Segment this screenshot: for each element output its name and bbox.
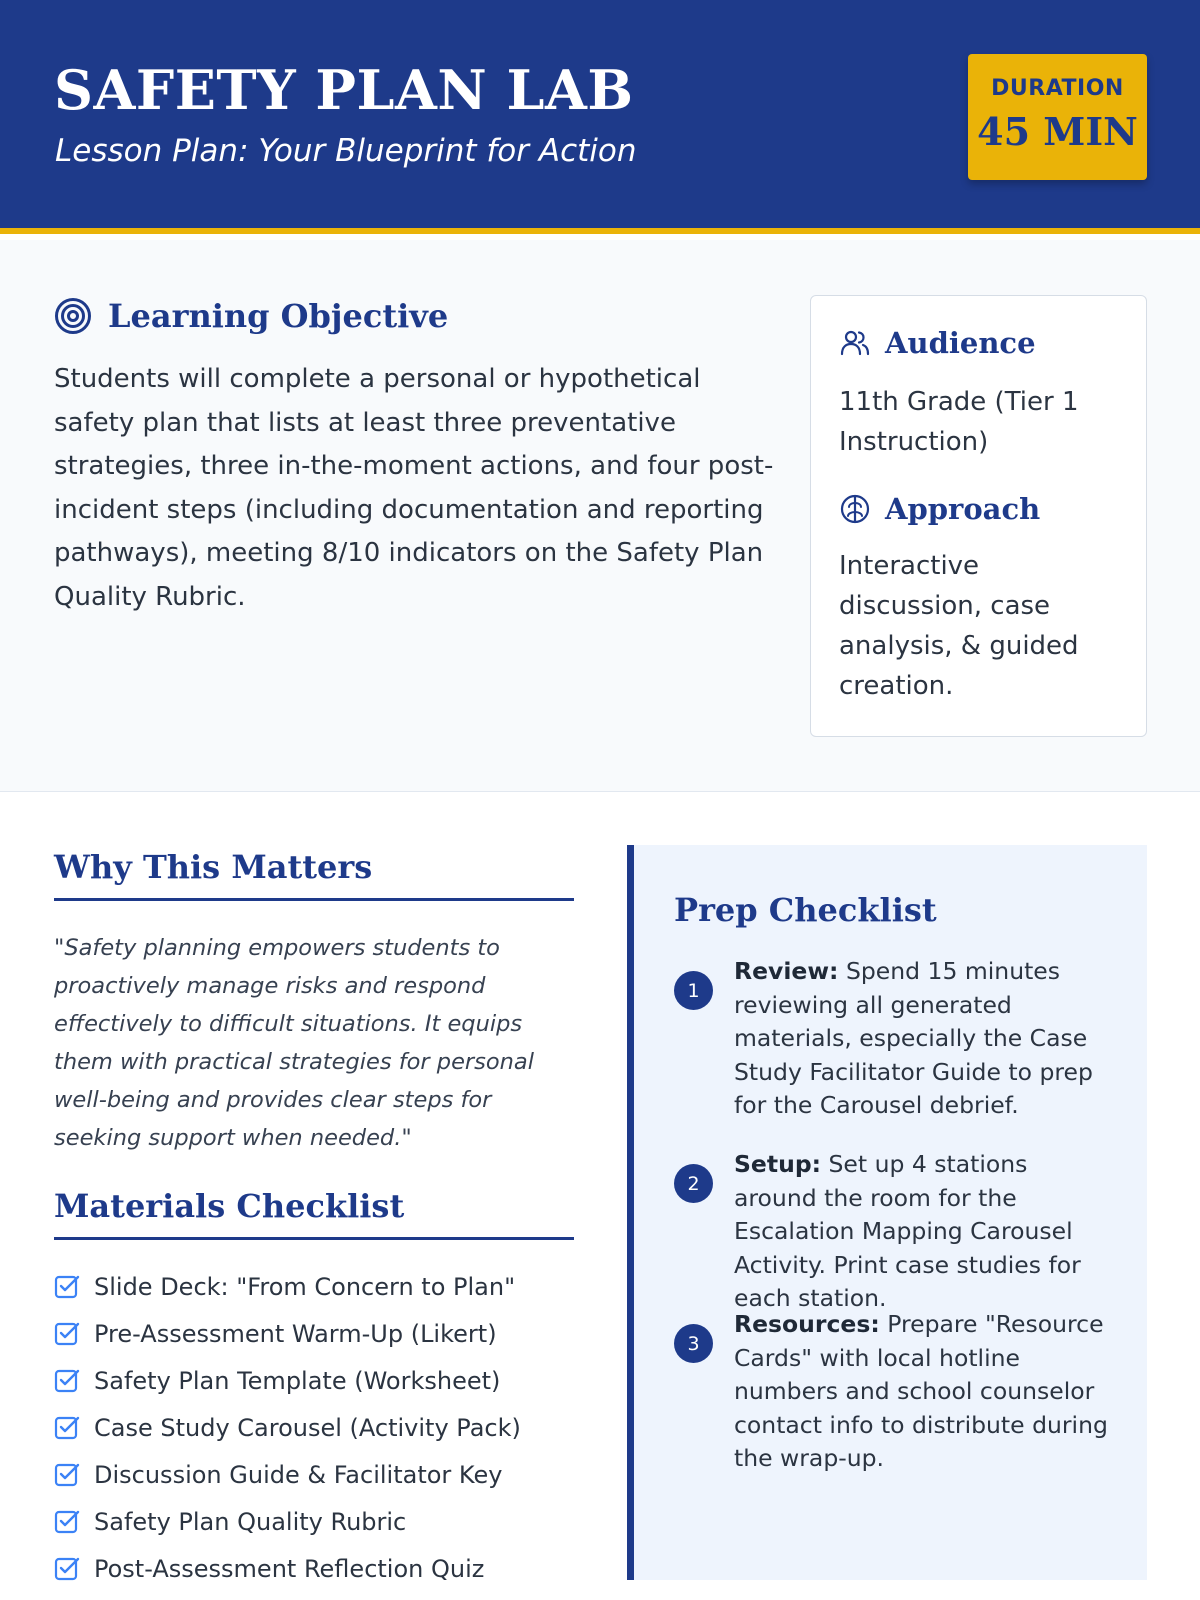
materials-item: [54, 1310, 574, 1357]
materials-item: [54, 1357, 574, 1404]
audience-heading: [839, 326, 1036, 360]
duration-value: 45 MIN: [977, 109, 1138, 154]
users-icon: [839, 327, 871, 359]
step-number-badge: 3: [674, 1324, 713, 1363]
why-matters-quote: "Safety planning empowers students to proactively manage risks and respond effectively to difficult situations. It equips them with practical strategies for personal well-being and provides clear steps for seeking support when needed.": [54, 935, 534, 1151]
step-text: [734, 1148, 1114, 1316]
approach-title: Approach: [885, 492, 1041, 526]
checkbox-icon: [54, 1415, 80, 1441]
prep-checklist-title: Prep Checklist: [674, 891, 937, 929]
materials-item: [54, 1404, 574, 1451]
audience-text: 11th Grade (Tier 1 Instruction): [839, 387, 1079, 457]
step-label: Setup:: [734, 1150, 822, 1178]
materials-item: [54, 1498, 574, 1545]
overview-section: [0, 240, 1200, 792]
checkbox-icon: [54, 1556, 80, 1582]
duration-badge: [968, 54, 1147, 180]
step-text: [734, 955, 1114, 1123]
brain-icon: [839, 493, 871, 525]
materials-item-label: Case Study Carousel (Activity Pack): [94, 1413, 521, 1442]
materials-item-label: Discussion Guide & Facilitator Key: [94, 1460, 503, 1489]
approach-text: Interactive discussion, case analysis, & guided creation.: [839, 551, 1079, 701]
objective-heading: [54, 296, 448, 336]
objective-text: Students will complete a personal or hypothetical safety plan that lists at least three preventative strategies, three in-the-moment actions, and four post-incident steps (including documentation and reporting pathways), meeting 8/10 indicators on the Safety Plan Quality Rubric.: [54, 364, 774, 612]
materials-item-label: Post-Assessment Reflection Quiz: [94, 1554, 485, 1583]
step-description: Set up 4 stations around the room for the Escalation Mapping Carousel Activity. Print case studies for each station.: [734, 1150, 1081, 1312]
step-description: Prepare "Resource Cards" with local hotline numbers and school counselor contact info to distribute during the wrap-up.: [734, 1310, 1108, 1472]
lesson-header: [0, 0, 1200, 234]
checkbox-icon: [54, 1274, 80, 1300]
page-subtitle: Lesson Plan: Your Blueprint for Action: [55, 133, 637, 169]
page-title: SAFETY PLAN LAB: [54, 58, 634, 122]
checkbox-icon: [54, 1462, 80, 1488]
prep-checklist-panel: [627, 845, 1147, 1580]
why-matters-title: Why This Matters: [54, 848, 574, 901]
materials-item: [54, 1451, 574, 1498]
step-description: Spend 15 minutes reviewing all generated materials, especially the Case Study Facilitator Guide to prep for the Carousel debrief.: [734, 957, 1093, 1119]
materials-item-label: Slide Deck: "From Concern to Plan": [94, 1272, 516, 1301]
target-icon: [54, 297, 92, 335]
audience-approach-card: [810, 295, 1147, 737]
materials-item-label: Safety Plan Quality Rubric: [94, 1507, 407, 1536]
checkbox-icon: [54, 1321, 80, 1347]
materials-list: [54, 1263, 574, 1592]
step-label: Review:: [734, 957, 839, 985]
duration-label: DURATION: [991, 76, 1124, 101]
materials-title: Materials Checklist: [54, 1187, 574, 1240]
approach-heading: [839, 492, 1040, 526]
materials-item: [54, 1263, 574, 1310]
materials-item: [54, 1545, 574, 1592]
step-label: Resources:: [734, 1310, 880, 1338]
audience-title: Audience: [885, 326, 1036, 360]
step-number-badge: 1: [674, 971, 713, 1010]
materials-item-label: Pre-Assessment Warm-Up (Likert): [94, 1319, 497, 1348]
checkbox-icon: [54, 1509, 80, 1535]
objective-title: Learning Objective: [108, 297, 449, 335]
checkbox-icon: [54, 1368, 80, 1394]
step-number-badge: 2: [674, 1164, 713, 1203]
step-text: [734, 1308, 1114, 1476]
materials-item-label: Safety Plan Template (Worksheet): [94, 1366, 501, 1395]
